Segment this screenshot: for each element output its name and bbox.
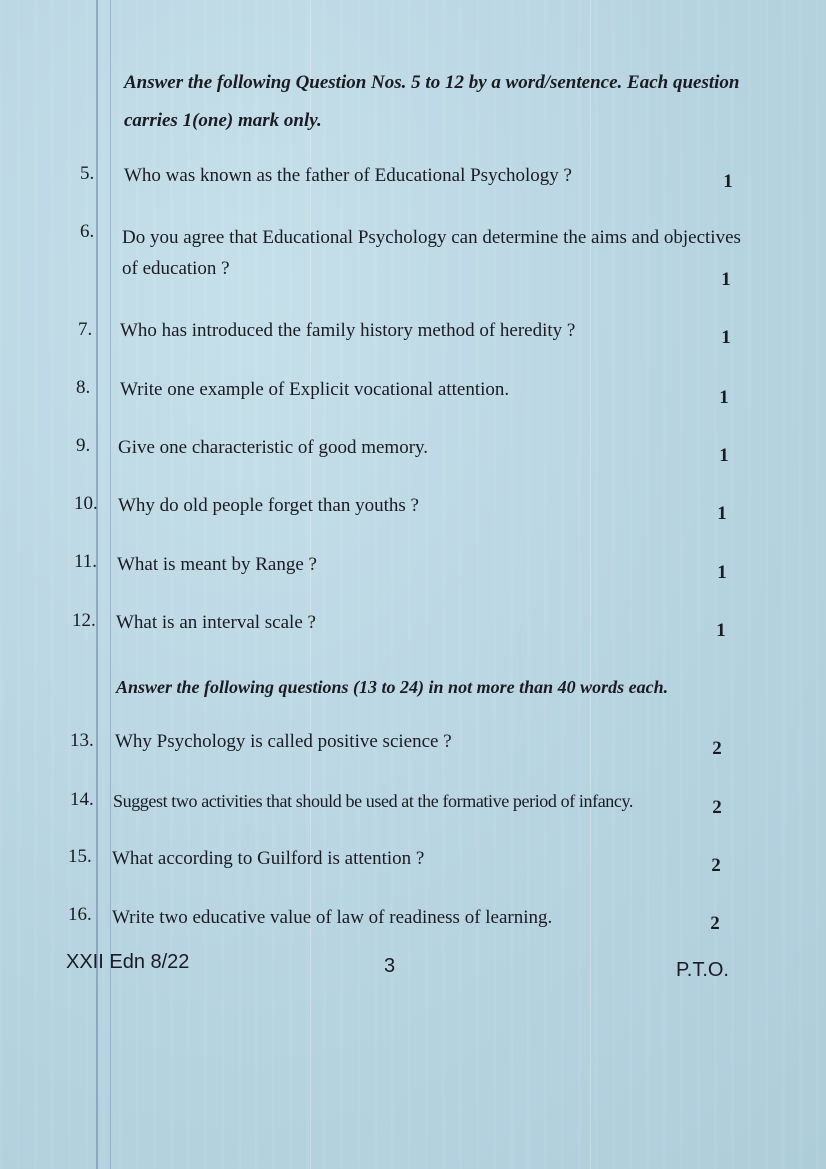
section-a-instruction-line1: Answer the following Question Nos. 5 to 12 by a word/sentence. Each question [124, 72, 740, 93]
question-marks: 2 [712, 797, 722, 818]
question-text: Do you agree that Educational Psychology can determine the aims and objectives of education ? [122, 227, 741, 279]
question-number: 14. [70, 789, 94, 810]
question-marks: 1 [719, 445, 729, 466]
page-number: 3 [384, 955, 396, 977]
question-text: What according to Guilford is attention ? [112, 848, 425, 869]
question-text: Suggest two activities that should be used at the formative period of infancy. [113, 791, 633, 811]
question-marks: 2 [710, 913, 720, 934]
question-number: 6. [80, 221, 95, 242]
question-text: Who has introduced the family history method of heredity ? [120, 320, 576, 341]
question-marks: 1 [719, 387, 729, 408]
question-text: Write two educative value of law of readiness of learning. [112, 907, 553, 928]
question-number: 16. [68, 904, 92, 925]
question-marks: 2 [711, 855, 721, 876]
question-number: 8. [76, 377, 91, 398]
section-a-instruction-line2: carries 1(one) mark only. [124, 110, 322, 131]
question-number: 13. [70, 730, 94, 751]
question-marks: 1 [716, 620, 726, 641]
question-number: 12. [72, 610, 96, 631]
question-text: Write one example of Explicit vocational attention. [120, 379, 510, 400]
question-text: What is meant by Range ? [117, 554, 317, 575]
question-marks: 1 [717, 503, 727, 524]
section-b-instruction: Answer the following questions (13 to 24) in not more than 40 words each. [116, 677, 669, 697]
question-marks: 1 [723, 171, 733, 192]
question-number: 7. [78, 319, 93, 340]
question-marks: 1 [721, 269, 731, 290]
question-marks: 1 [721, 327, 731, 348]
question-number: 9. [76, 435, 91, 456]
question-number: 15. [68, 846, 92, 867]
question-number: 10. [74, 493, 98, 514]
question-marks: 1 [717, 562, 727, 583]
question-text: What is an interval scale ? [116, 612, 316, 633]
paper-code: XXII Edn 8/22 [66, 951, 190, 973]
section-a-instruction [124, 64, 764, 140]
question-number: 5. [80, 163, 95, 184]
question-text: Why do old people forget than youths ? [118, 495, 419, 516]
question-text: Who was known as the father of Educational Psychology ? [124, 165, 572, 186]
question-marks: 2 [712, 738, 722, 759]
question-number: 11. [74, 551, 98, 572]
please-turn-over: P.T.O. [676, 959, 729, 981]
question-text: Give one characteristic of good memory. [118, 437, 429, 458]
question-text: Why Psychology is called positive science ? [115, 731, 452, 752]
